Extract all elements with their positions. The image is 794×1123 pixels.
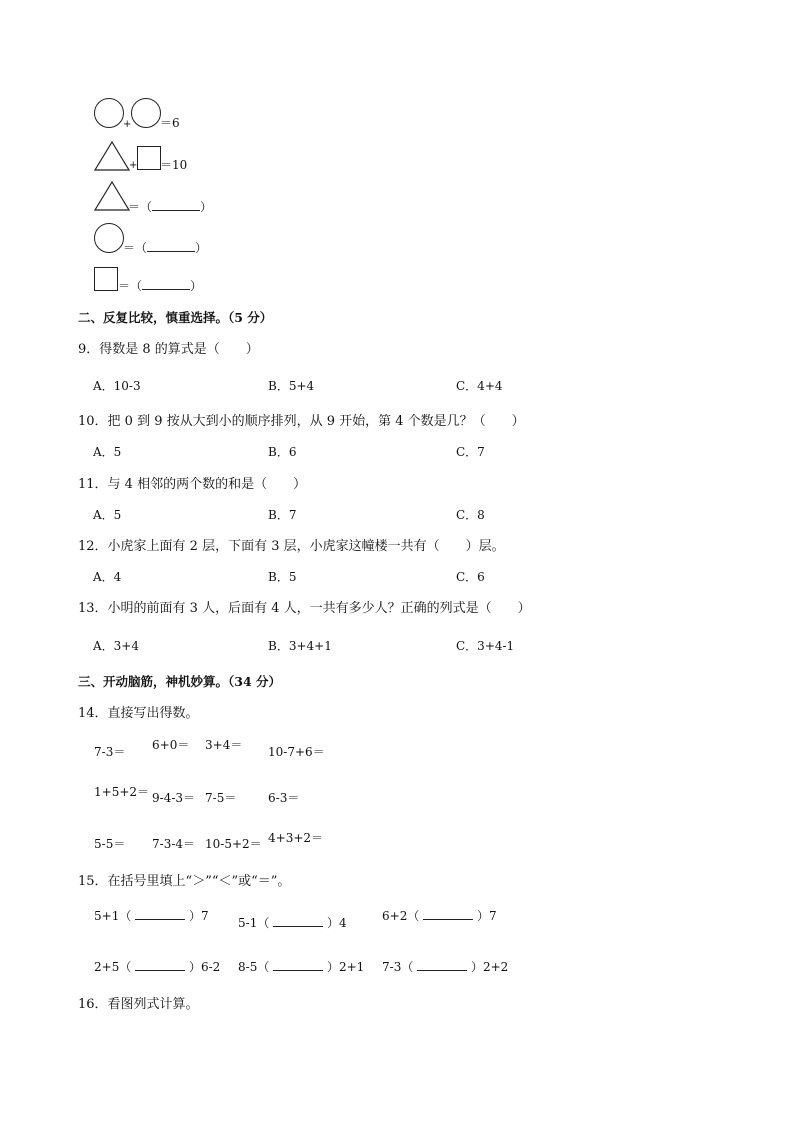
compare-blank[interactable] xyxy=(417,959,467,971)
calc-item: 3+4＝ xyxy=(205,738,243,752)
compare-blank[interactable] xyxy=(423,908,473,920)
question-10: 10．把 0 到 9 按从大到小的顺序排列，从 9 开始，第 4 个数是几？（ ） xyxy=(78,414,525,429)
compare-item: 5+1（ ）7 xyxy=(94,909,209,923)
q11-option-b[interactable]: B．7 xyxy=(268,508,297,522)
q13-option-a[interactable]: A．3+4 xyxy=(93,639,139,653)
close-paren: ） xyxy=(195,241,208,255)
q12-option-a[interactable]: A．4 xyxy=(93,570,122,584)
square-icon xyxy=(94,267,118,291)
answer-blank[interactable] xyxy=(142,278,190,290)
circle-icon xyxy=(131,98,161,128)
q9-option-b[interactable]: B．5+4 xyxy=(268,379,315,393)
section-2-heading: 二、反复比较，慎重选择。（5 分） xyxy=(78,310,273,325)
square-icon xyxy=(137,146,161,170)
calc-item: 4+3+2＝ xyxy=(268,831,324,845)
compare-blank[interactable] xyxy=(273,915,323,927)
triangle-icon xyxy=(94,181,130,211)
compare-item: 5-1（ ）4 xyxy=(238,916,347,930)
question-12: 12．小虎家上面有 2 层，下面有 3 层，小虎家这幢楼一共有（ ）层。 xyxy=(78,539,505,554)
section-3-heading: 三、开动脑筋，神机妙算。（34 分） xyxy=(78,674,281,689)
question-16: 16．看图列式计算。 xyxy=(78,997,199,1012)
calc-item: 1+5+2＝ xyxy=(94,785,150,799)
question-15: 15．在括号里填上“＞”“＜”或“＝”。 xyxy=(78,874,291,889)
calc-item: 9-4-3＝ xyxy=(152,791,196,805)
q11-option-c[interactable]: C．8 xyxy=(456,508,485,522)
plus-sign: + xyxy=(123,119,132,130)
answer-blank[interactable] xyxy=(147,240,195,252)
calc-item: 10-5+2＝ xyxy=(205,837,262,851)
compare-blank[interactable] xyxy=(135,959,185,971)
row1-result: ＝6 xyxy=(160,116,180,130)
row2-result: ＝10 xyxy=(160,158,188,172)
q10-option-c[interactable]: C．7 xyxy=(456,445,485,459)
equals-open: ＝（ xyxy=(128,200,153,214)
calc-item: 7-3-4＝ xyxy=(152,837,196,851)
close-paren: ） xyxy=(200,200,213,214)
equals-open: ＝（ xyxy=(123,241,148,255)
q12-option-b[interactable]: B．5 xyxy=(268,570,297,584)
question-11: 11．与 4 相邻的两个数的和是（ ） xyxy=(78,477,307,492)
compare-blank[interactable] xyxy=(273,959,323,971)
q10-option-b[interactable]: B．6 xyxy=(268,445,297,459)
plus-sign: + xyxy=(129,160,138,171)
answer-blank[interactable] xyxy=(152,199,200,211)
compare-item: 8-5（ ）2+1 xyxy=(238,960,365,974)
question-9: 9．得数是 8 的算式是（ ） xyxy=(78,342,259,357)
q13-option-c[interactable]: C．3+4-1 xyxy=(456,639,515,653)
calc-item: 6+0＝ xyxy=(152,738,190,752)
calc-item: 7-3＝ xyxy=(94,745,126,759)
calc-item: 5-5＝ xyxy=(94,837,126,851)
q9-option-a[interactable]: A．10-3 xyxy=(93,379,141,393)
q12-option-c[interactable]: C．6 xyxy=(456,570,485,584)
q13-option-b[interactable]: B．3+4+1 xyxy=(268,639,332,653)
q9-option-c[interactable]: C．4+4 xyxy=(456,379,503,393)
calc-item: 10-7+6＝ xyxy=(268,745,325,759)
compare-blank[interactable] xyxy=(135,908,185,920)
q11-option-a[interactable]: A．5 xyxy=(93,508,122,522)
compare-item: 2+5（ ）6-2 xyxy=(94,960,221,974)
circle-icon xyxy=(94,223,124,253)
equals-open: ＝（ xyxy=(118,279,143,293)
question-13: 13．小明的前面有 3 人，后面有 4 人，一共有多少人？正确的列式是（ ） xyxy=(78,601,531,616)
q10-option-a[interactable]: A．5 xyxy=(93,445,122,459)
calc-item: 6-3＝ xyxy=(268,791,300,805)
question-14: 14．直接写出得数。 xyxy=(78,706,199,721)
calc-item: 7-5＝ xyxy=(205,791,237,805)
close-paren: ） xyxy=(190,279,203,293)
circle-icon xyxy=(94,98,124,128)
triangle-icon xyxy=(94,141,130,171)
compare-item: 6+2（ ）7 xyxy=(382,909,497,923)
compare-item: 7-3（ ）2+2 xyxy=(382,960,509,974)
